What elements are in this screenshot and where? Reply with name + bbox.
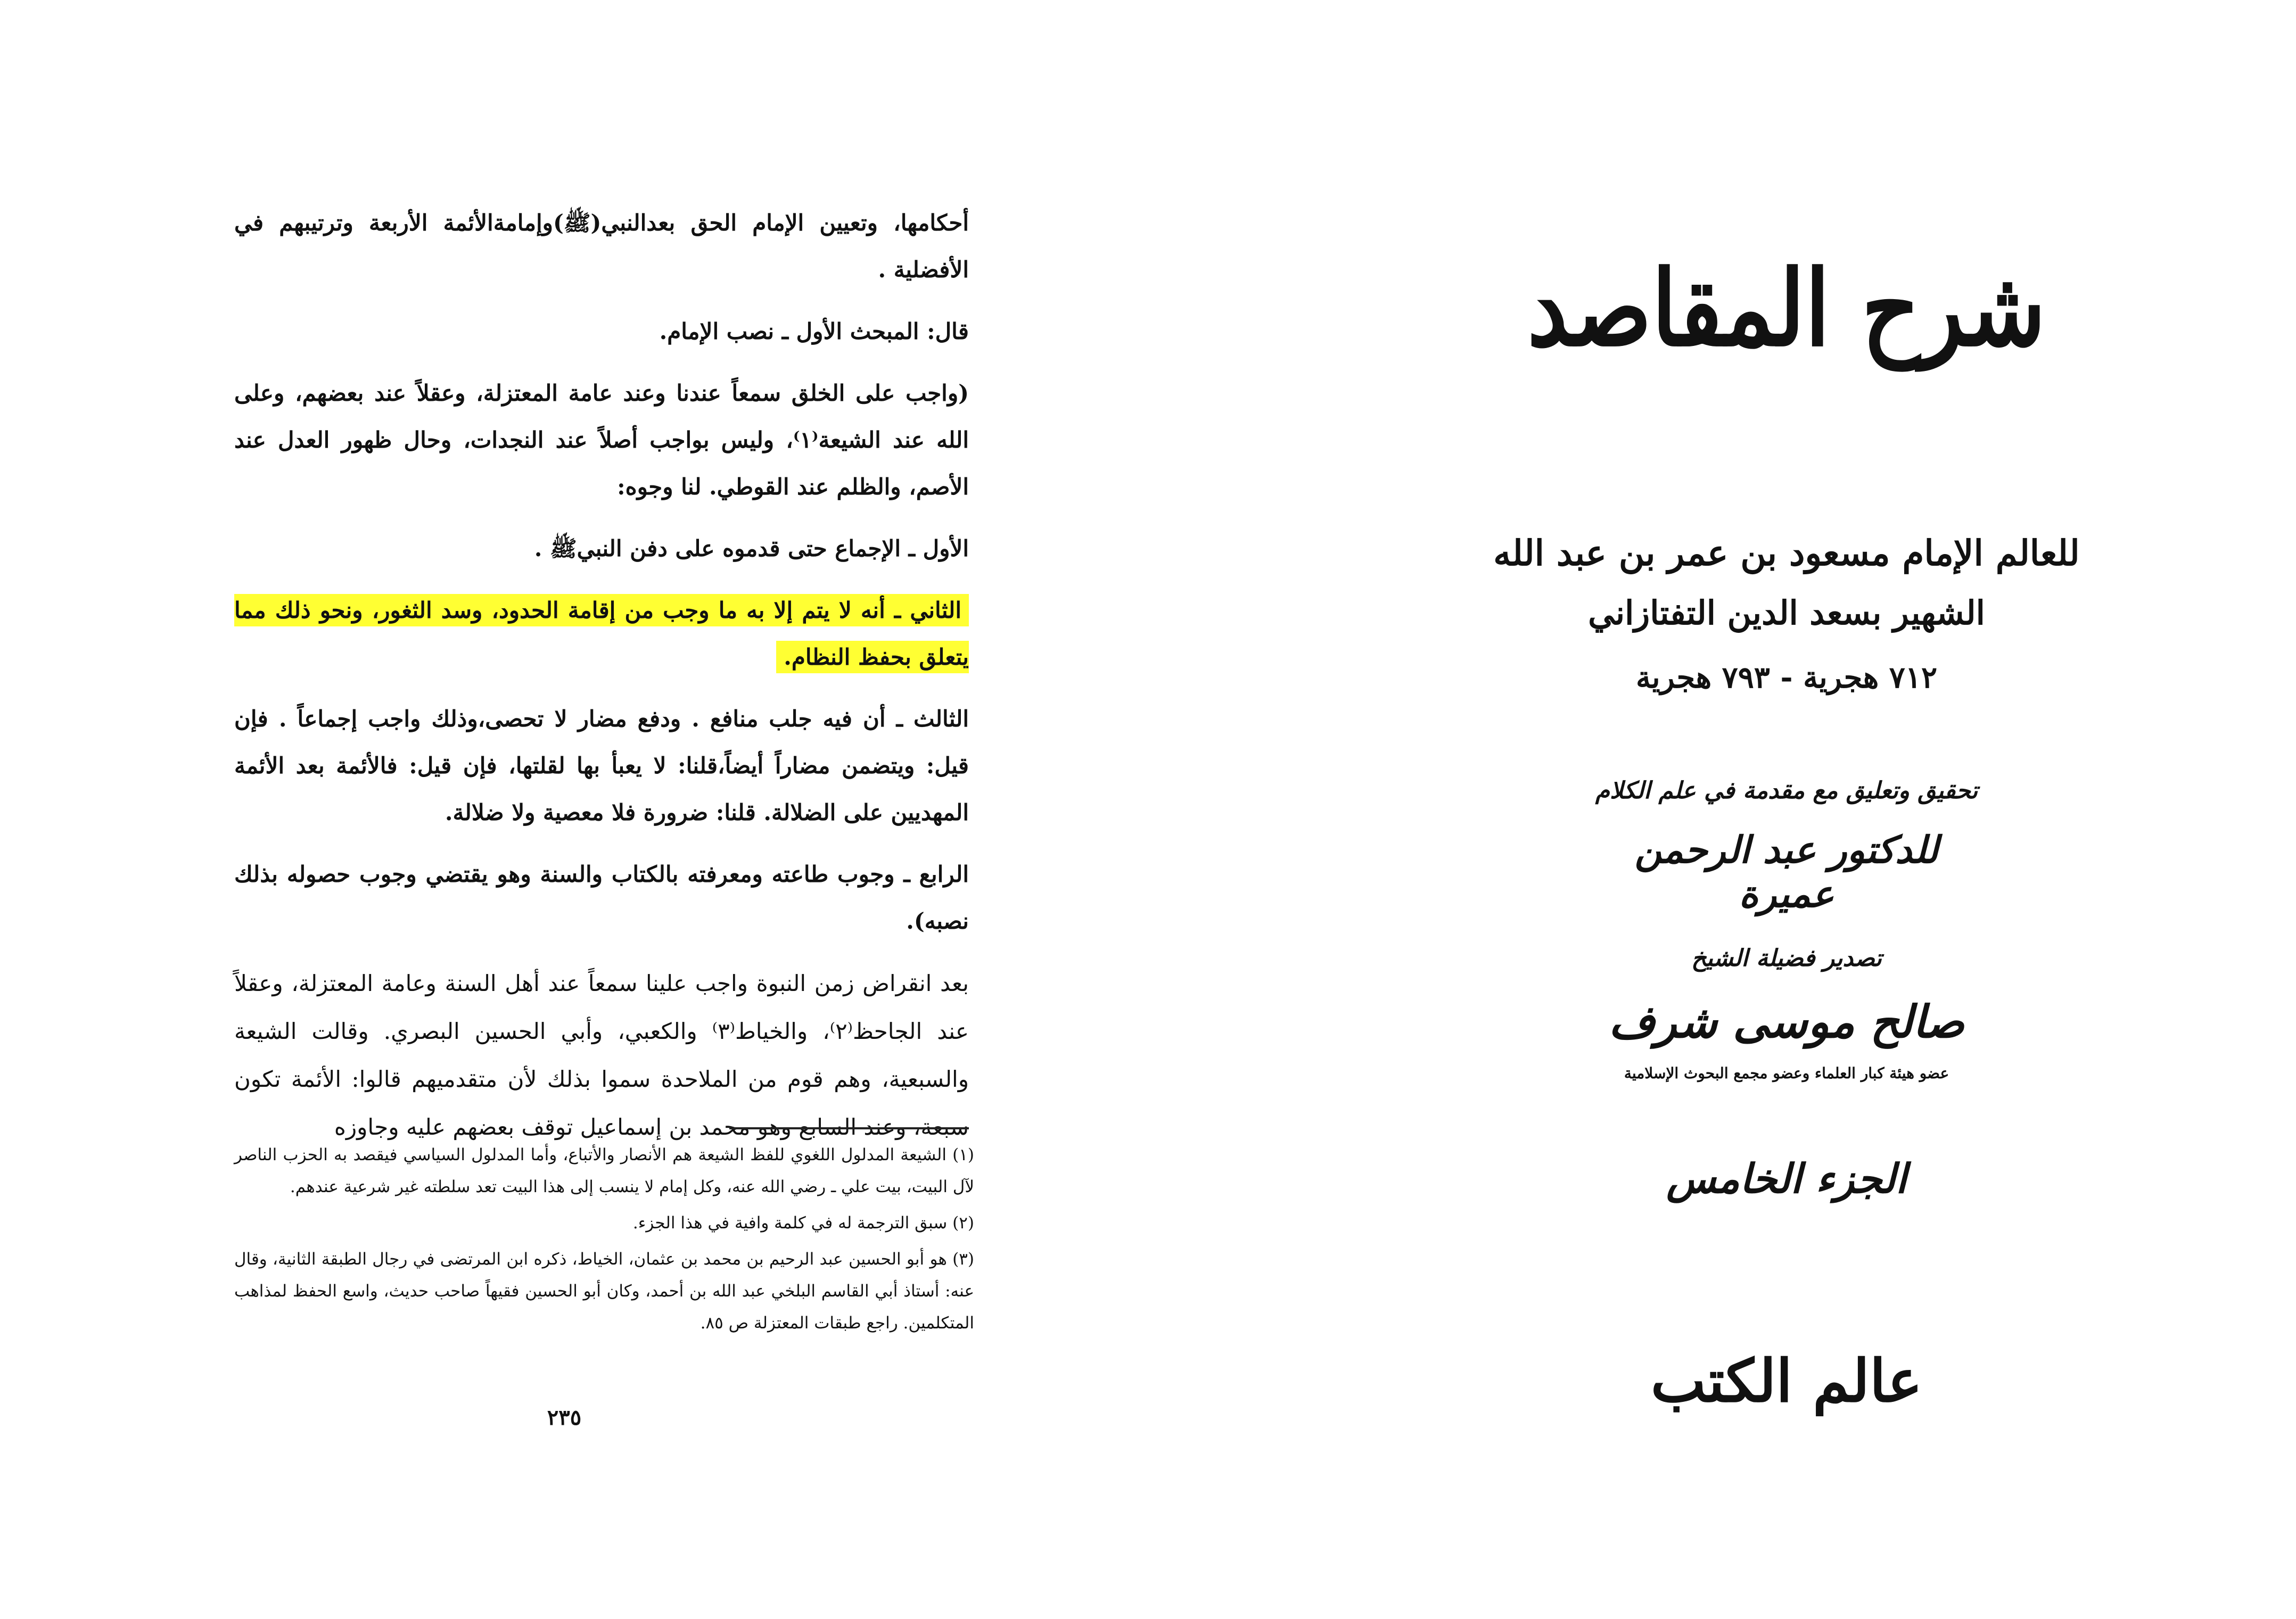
- paragraph-1: أحكامها، وتعيين الإمام الحق بعدالنبي(ﷺ)وإمامةالأئمة الأربعة وترتيبهم في الأفضلية .: [234, 210, 969, 283]
- footnote-3: (٣) هو أبو الحسين عبد الرحيم بن محمد بن عثمان، الخياط، ذكره ابن المرتضى في رجال الطبقة الثانية، وقال عنه: أستاذ أبي القاسم البلخي عبد الله بن أحمد، وكان أبو الحسين فقيهاً صاحب حديث، واسع الحفظ لمذاهب المتكلمين. راجع طبقات المعتزلة ص ٨٥.: [234, 1250, 974, 1333]
- author-line-2: الشهير بسعد الدين التفتازاني: [1588, 593, 1985, 632]
- editor-line: تحقيق وتعليق مع مقدمة في علم الكلام: [1595, 777, 1978, 804]
- sheikh-name: صالح موسى شرف: [1609, 995, 1964, 1048]
- main-text-block: [234, 200, 969, 1166]
- page-number: ٢٣٥: [547, 1405, 582, 1430]
- paragraph-highlighted: [234, 587, 969, 681]
- sheikh-title: عضو هيئة كبار العلماء وعضو مجمع البحوث الإسلامية: [1624, 1064, 1949, 1082]
- paragraph-3: (واجب على الخلق سمعاً عندنا وعند عامة المعتزلة، وعقلاً عند بعضهم، وعلى الله عند الشيعة⁽١⁾، وليس بواجب أصلاً عند النجدات، وحال ظهور العدل عند الأصم، والظلم عند القوطي. لنا وجوه:: [234, 380, 969, 500]
- preface-line: تصدير فضيلة الشيخ: [1691, 945, 1882, 972]
- book-cover-page: [1148, 0, 2296, 1619]
- footnotes: [234, 1139, 974, 1343]
- volume-label: الجزء الخامس: [1666, 1155, 1907, 1202]
- author-dates: ٧١٢ هجرية - ٧٩٣ هجرية: [1635, 660, 1938, 695]
- editor-name: للدكتور عبد الرحمن عميرة: [1634, 828, 1939, 916]
- paragraph-section-heading: قال: المبحث الأول ـ نصب الإمام.: [659, 318, 969, 344]
- author-line-1: للعالم الإمام مسعود بن عمر بن عبد الله: [1493, 532, 2080, 574]
- highlighted-text: الثاني ـ أنه لا يتم إلا به ما وجب من إقامة الحدود، وسد الثغور، ونحو ذلك مما يتعلق بحفظ النظام.: [234, 594, 969, 673]
- paragraph-6: الثالث ـ أن فيه جلب منافع . ودفع مضار لا تحصى،وذلك واجب إجماعاً . فإن قيل: ويتضمن مضاراً أيضاً،قلنا: لا يعبأ بها لقلتها، فإن قيل: فالأئمة بعد الأئمة المهديين على الضلالة. قلنا: ضرورة فلا معصية ولا ضلالة.: [234, 706, 969, 825]
- book-title: شرح المقاصد: [1527, 247, 2046, 370]
- paragraph-7: الرابع ـ وجوب طاعته ومعرفته بالكتاب والسنة وهو يقتضي وجوب حصوله بذلك نصبه).: [234, 861, 969, 934]
- publisher-logo: عالم الكتب: [1650, 1347, 1923, 1415]
- footnote-divider: [729, 1127, 969, 1129]
- footnote-1: (١) الشيعة المدلول اللغوي للفظ الشيعة هم الأنصار والأتباع، وأما المدلول السياسي فيقصد به الحزب الناصر لآل البيت، بيت علي ـ رضي الله عنه، وكل إمام لا ينسب إلى هذا البيت تعد سلطته غير شرعية عندهم.: [234, 1145, 974, 1196]
- paragraph-commentary: بعد انقراض زمن النبوة واجب علينا سمعاً عند أهل السنة وعامة المعتزلة، وعقلاً عند الجاحظ⁽٢⁾، والخياط⁽٣⁾ والكعبي، وأبي الحسين البصري. وقالت الشيعة والسبعية، وهم قوم من الملاحدة سموا بذلك لأن متقدميهم قالوا: الأئمة تكون سبعة، وعند السابع وهو محمد بن إسماعيل توقف بعضهم عليه وجاوزه: [234, 970, 969, 1140]
- footnote-2: (٢) سبق الترجمة له في كلمة وافية في هذا الجزء.: [632, 1213, 974, 1233]
- paragraph-4: الأول ـ الإجماع حتى قدموه على دفن النبيﷺ .: [534, 535, 969, 561]
